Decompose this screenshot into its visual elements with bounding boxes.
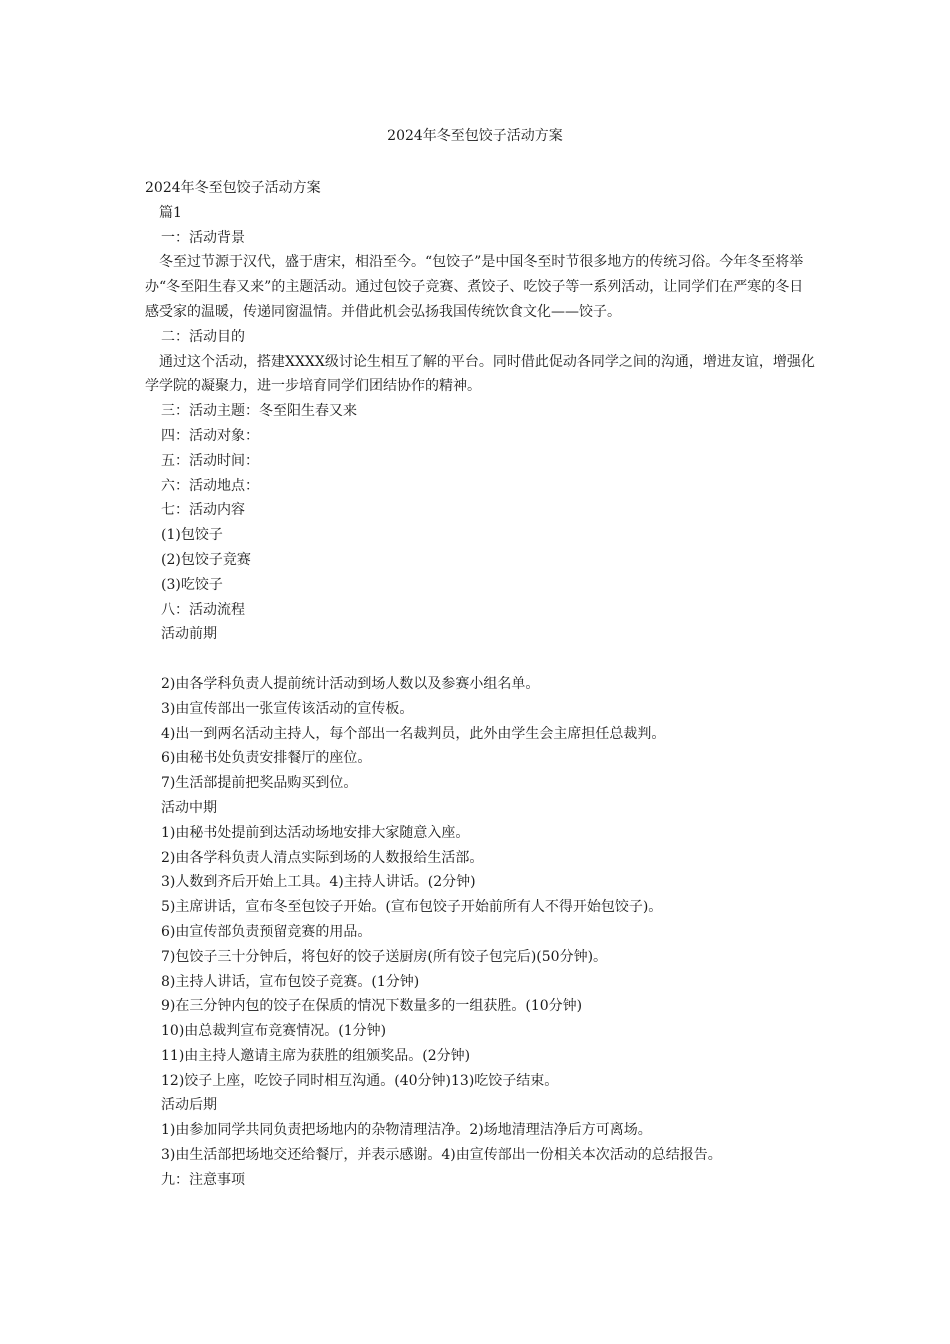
section-5-title: 五：活动时间： xyxy=(161,452,259,469)
section-3-title: 三：活动主题：冬至阳生春又来 xyxy=(161,403,357,420)
mid-item: 8)主持人讲话，宣布包饺子竞赛。(1分钟) xyxy=(161,973,420,990)
mid-item: 1)由秘书处提前到达活动场地安排大家随意入座。 xyxy=(161,824,470,841)
mid-item: 5)主席讲话，宣布冬至包饺子开始。(宣布包饺子开始前所有人不得开始包饺子)。 xyxy=(161,899,663,916)
mid-item: 6)由宣传部负责预留竞赛的用品。 xyxy=(161,923,372,940)
pre-item: 6)由秘书处负责安排餐厅的座位。 xyxy=(161,750,372,767)
phase-mid-label: 活动中期 xyxy=(161,799,217,816)
mid-item: 7)包饺子三十分钟后，将包好的饺子送厨房(所有饺子包完后)(50分钟)。 xyxy=(161,948,608,965)
content-item: (3)吃饺子 xyxy=(161,576,223,593)
section-9-title: 九：注意事项 xyxy=(161,1171,245,1188)
section-4-title: 四：活动对象： xyxy=(161,427,259,444)
section-label: 篇1 xyxy=(159,204,182,221)
blank-line xyxy=(145,647,815,672)
mid-item: 10)由总裁判宣布竞赛情况。(1分钟) xyxy=(161,1023,387,1040)
phase-pre-label: 活动前期 xyxy=(161,626,217,643)
document-body xyxy=(145,176,815,1193)
pre-item: 7)生活部提前把奖品购买到位。 xyxy=(161,775,358,792)
pre-item: 3)由宣传部出一张宣传该活动的宣传板。 xyxy=(161,700,414,717)
section-2-paragraph: 通过这个活动，搭建XXXX级讨论生相互了解的平台。同时借此促动各同学之间的沟通，增进友谊，增强化学学院的凝聚力，进一步培育同学们团结协作的精神。 xyxy=(145,353,815,395)
section-7-title: 七：活动内容 xyxy=(161,502,245,519)
post-item: 3)由生活部把场地交还给餐厅，并表示感谢。4)由宣传部出一份相关本次活动的总结报告。 xyxy=(161,1147,722,1164)
document-heading: 2024年冬至包饺子活动方案 xyxy=(145,180,321,196)
mid-item: 9)在三分钟内包的饺子在保质的情况下数量多的一组获胜。(10分钟) xyxy=(161,998,583,1015)
phase-post-label: 活动后期 xyxy=(161,1097,217,1114)
mid-item: 12)饺子上座，吃饺子同时相互沟通。(40分钟)13)吃饺子结束。 xyxy=(161,1072,559,1089)
content-item: (1)包饺子 xyxy=(161,527,223,544)
section-1-title: 一：活动背景 xyxy=(161,229,245,246)
pre-item: 4)出一到两名活动主持人，每个部出一名裁判员，此外由学生会主席担任总裁判。 xyxy=(161,725,666,742)
document-title: 2024年冬至包饺子活动方案 xyxy=(387,128,563,144)
section-1-paragraph: 冬至过节源于汉代，盛于唐宋，相沿至今。“包饺子”是中国冬至时节很多地方的传统习俗。今年冬至将举办“冬至阳生春又来”的主题活动。通过包饺子竞赛、煮饺子、吃饺子等一系列活动，让同学们在严寒的冬日感受家的温暖，传递同窗温情。并借此机会弘扬我国传统饮食文化——饺子。 xyxy=(145,254,804,320)
mid-item: 11)由主持人邀请主席为获胜的组颁奖品。(2分钟) xyxy=(161,1047,471,1064)
section-8-title: 八：活动流程 xyxy=(161,601,245,618)
post-item: 1)由参加同学共同负责把场地内的杂物清理洁净。2)场地清理洁净后方可离场。 xyxy=(161,1122,652,1139)
pre-item: 2)由各学科负责人提前统计活动到场人数以及参赛小组名单。 xyxy=(161,675,540,692)
mid-item: 3)人数到齐后开始上工具。4)主持人讲话。(2分钟) xyxy=(161,874,476,891)
section-2-title: 二：活动目的 xyxy=(161,328,245,345)
content-item: (2)包饺子竞赛 xyxy=(161,551,251,568)
mid-item: 2)由各学科负责人清点实际到场的人数报给生活部。 xyxy=(161,849,484,866)
section-6-title: 六：活动地点： xyxy=(161,477,259,494)
